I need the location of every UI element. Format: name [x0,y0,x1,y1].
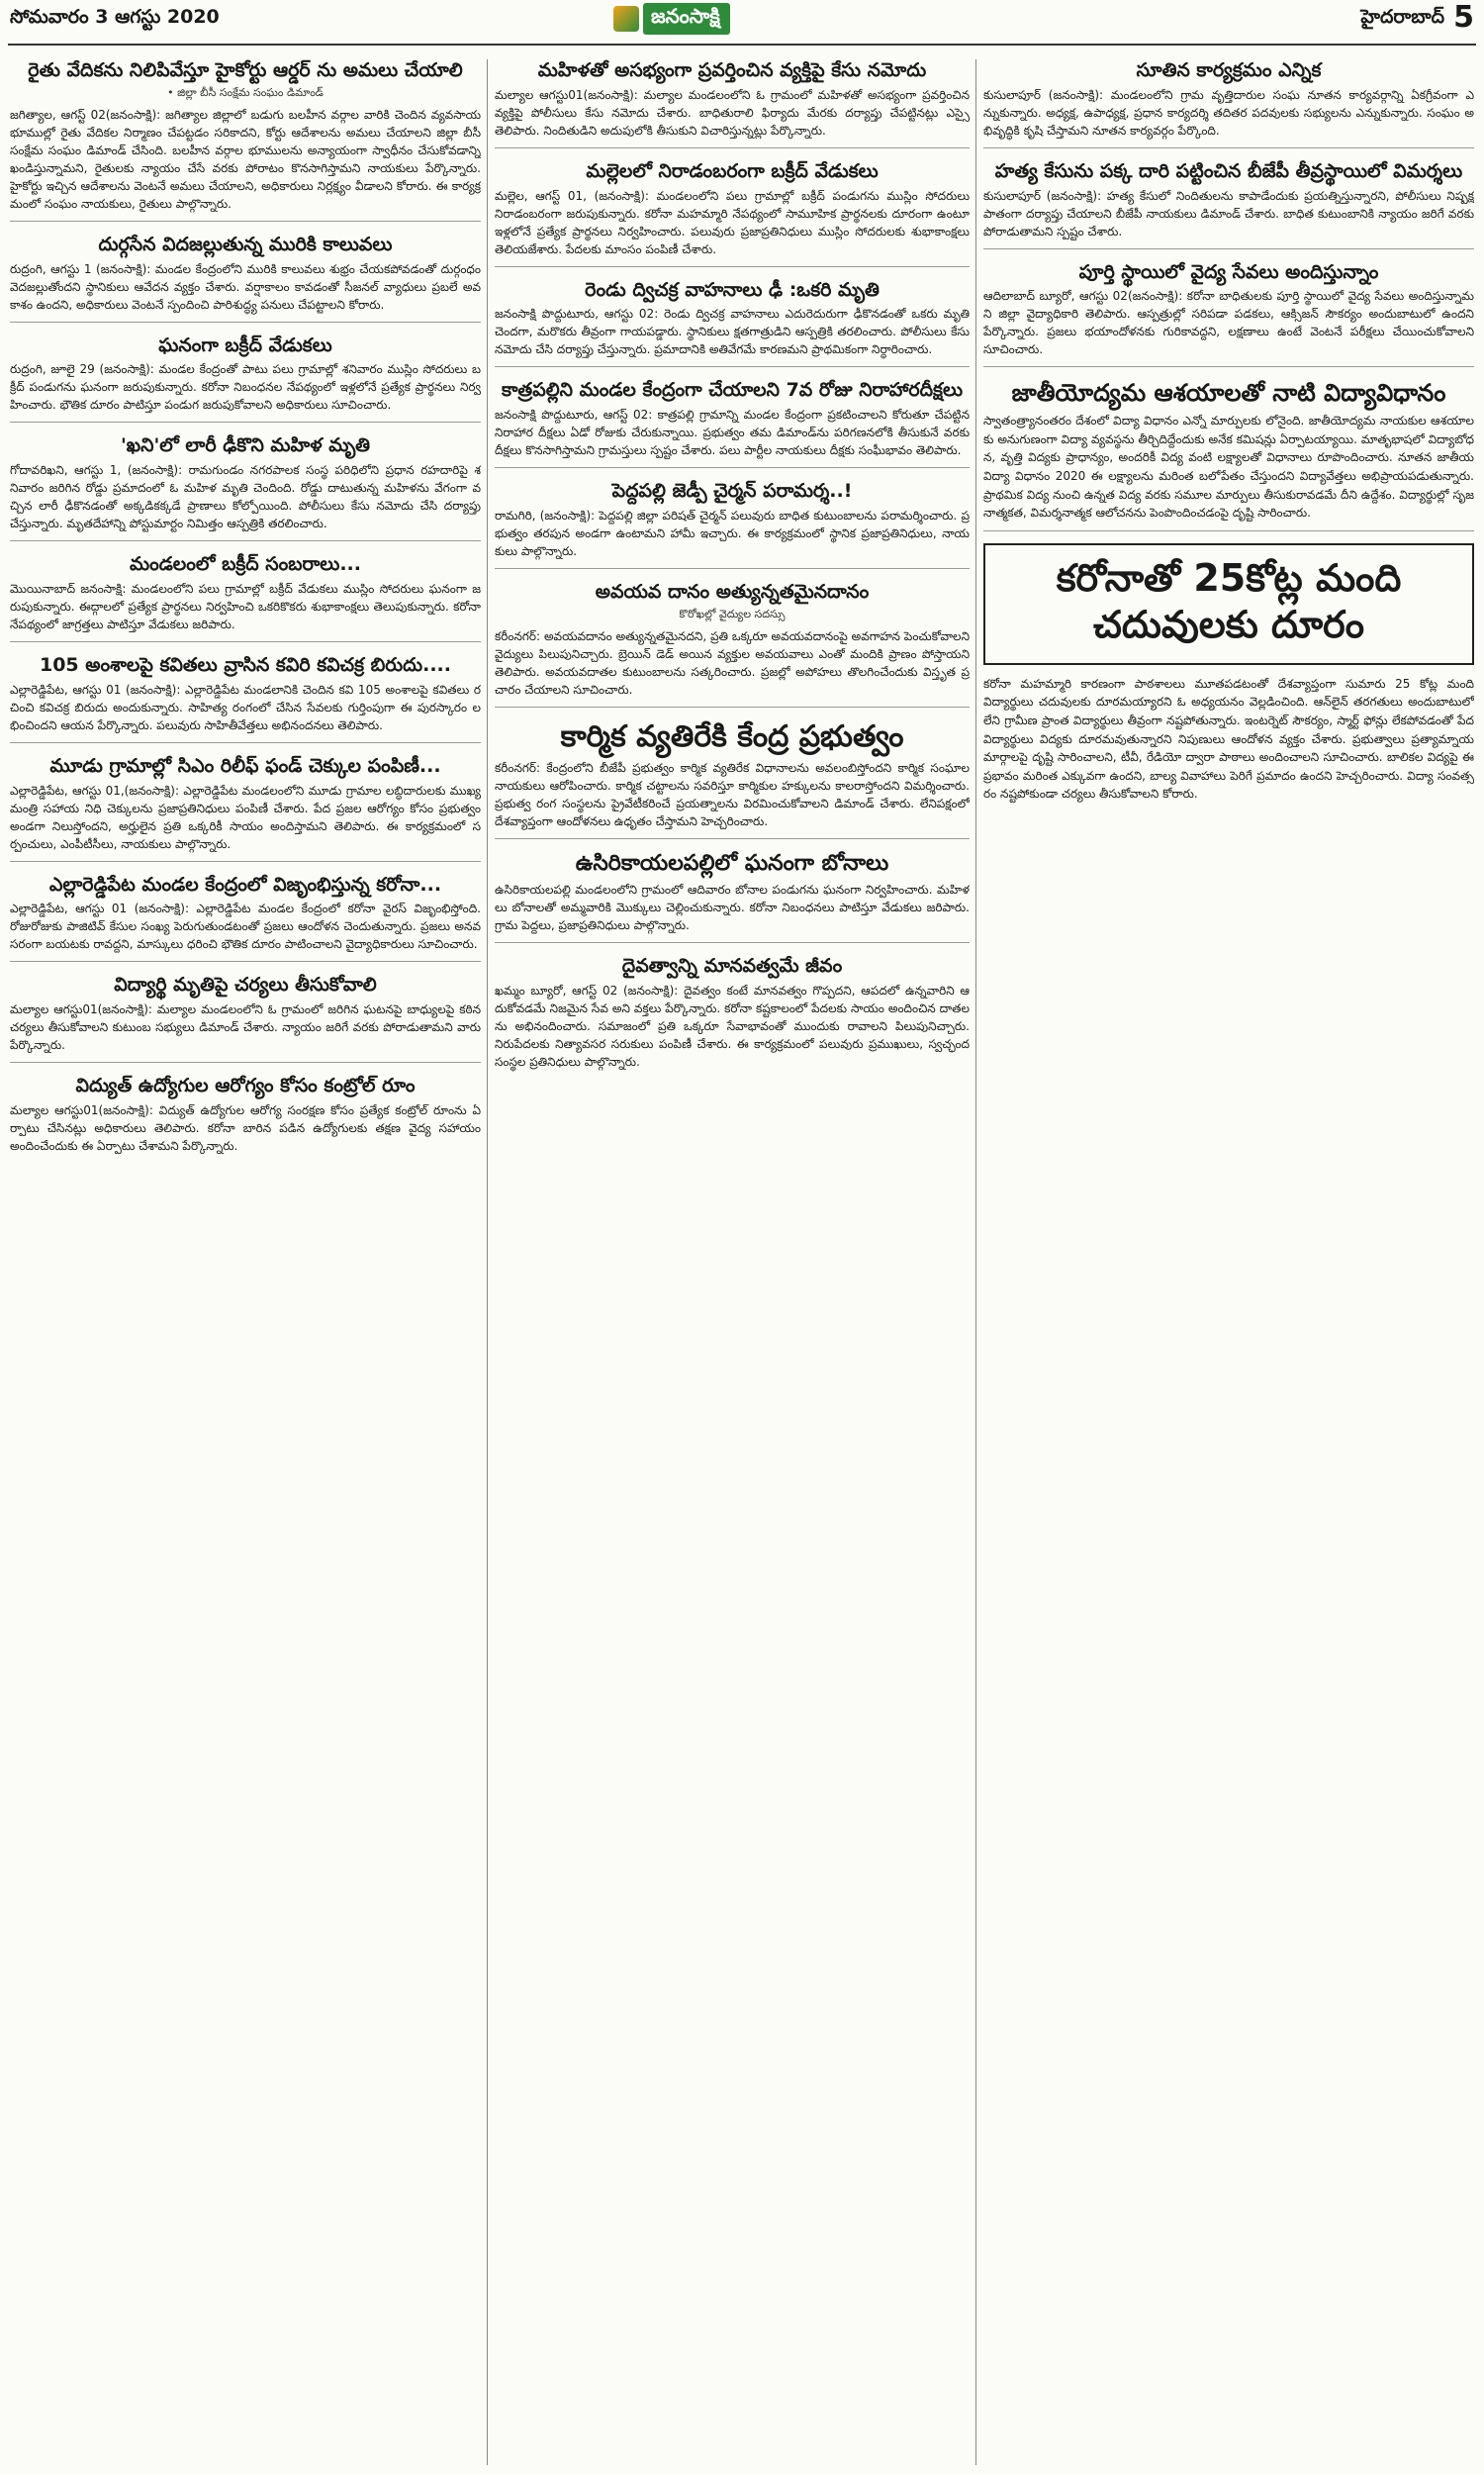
news-article [495,480,970,569]
article-body: మల్యాల ఆగస్టు01(జనంసాక్షి): మల్యాల మండలంలోని ఓ గ్రామంలో మహిళతో అసభ్యంగా ప్రవర్తించిన వ్యక్తిపై పోలీసులు కేసు నమోదు చేశారు. బాధితురాలి ఫిర్యాదు మేరకు దర్యాప్తు చేపట్టినట్లు ఎస్సై తెలిపారు. నిందితుడిని అదుపులోకి తీసుకుని విచారిస్తున్నట్లు పేర్కొన్నారు. [495,87,970,138]
news-article-feature [495,719,970,839]
article-headline: మండలంలో బక్రీద్ సంబరాలు... [130,553,361,576]
article-body: జనంసాక్షి పొద్దుటూరు, ఆగస్ట్ 02: కాత్రపల్లి గ్రామాన్ని మండల కేంద్రంగా ప్రకటించాలని కోరుతూ చేపట్టిన నిరాహార దీక్షలు ఏడో రోజుకు చేరుకున్నాయి. ప్రభుత్వం తమ డిమాండ్‌ను పరిగణనలోకి తీసుకునే వరకు దీక్షలు కొనసాగిస్తామని గ్రామస్తులు స్పష్టం చేశారు. పలు పార్టీల నాయకులు దీక్షకు సంఘీభావం తెలిపారు. [495,408,970,458]
article-body: జనంసాక్షి పొద్దుటూరు, ఆగస్టు 02: రెండు ద్విచక్ర వాహనాలు ఎదురెదురుగా ఢీకొనడంతో ఒకరు మృతి చెందగా, మరొకరు తీవ్రంగా గాయపడ్డారు. స్థానికులు క్షతగాత్రుడిని ఆస్పత్రికి తరలించారు. పోలీసులు కేసు నమోదు చేసి దర్యాప్తు చేస్తున్నారు. ప్రమాదానికి అతివేగమే కారణమని ప్రాథమికంగా నిర్ధారించారు. [495,307,970,357]
news-article-feature [983,543,1474,811]
article-headline: ఎల్లారెడ్డిపేట మండల కేంద్రంలో విజృంభిస్తున్న కరోనా... [48,873,442,896]
article-headline: రెండు ద్విచక్ర వాహనాలు ఢీ :ఒకరి మృతి [585,278,880,301]
article-headline: కాత్రపల్లిని మండల కేంద్రంగా చేయాలని 7వ రోజు నిరాహారదీక్షలు [501,379,964,402]
column-middle [495,59,970,2465]
article-body: ఎల్లారెడ్డిపేట, ఆగస్టు 01,(జనంసాక్షి): ఎల్లారెడ్డిపేట మండలంలోని మూడు గ్రామాల లబ్ధిదారులకు ముఖ్యమంత్రి సహాయ నిధి చెక్కులను ప్రజాప్రతినిధులు పంపిణీ చేశారు. పేద ప్రజల ఆరోగ్యం కోసం ప్రభుత్వం అండగా నిలుస్తోందని, అర్హులైన ప్రతి ఒక్కరికీ సాయం అందిస్తామని తెలిపారు. ఈ కార్యక్రమంలో సర్పంచులు, ఎంపీటీసీలు, నాయకులు పాల్గొన్నారు. [10,783,481,851]
news-article [10,654,481,743]
masthead-date: సోమవారం 3 ఆగస్టు 2020 [10,6,220,28]
news-article [10,59,481,222]
article-body: కరీంనగర్: కేంద్రంలోని బీజేపీ ప్రభుత్వం కార్మిక వ్యతిరేక విధానాలను అవలంబిస్తోందని కార్మిక సంఘాల నాయకులు ఆరోపించారు. కార్మిక చట్టాలను సవరిస్తూ కార్మికుల హక్కులను కాలరాస్తోందని విమర్శించారు. ప్రభుత్వ రంగ సంస్థలను ప్రైవేటీకరించే ప్రయత్నాలను విరమించుకోవాలని డిమాండ్ చేశారు. లేనిపక్షంలో దేశవ్యాప్తంగా ఆందోళనలు ఉధృతం చేస్తామని హెచ్చరించారు. [495,760,970,828]
masthead-city: హైదరాబాద్ [1360,6,1444,28]
news-article [10,553,481,642]
article-body: జగిత్యాల, ఆగస్ట్ 02(జనంసాక్షి): జగిత్యాల జిల్లాలో బడుగు బలహీన వర్గాల వారికి చెందిన వ్యవసాయ భూముల్లో రైతు వేదికల నిర్మాణం చేపట్టడం సరికాదని, కోర్టు ఆదేశాలను అమలు చేయాలని జిల్లా బీసీ సంక్షేమ సంఘం డిమాండ్ చేసింది. బలహీన వర్గాల భూములను అన్యాయంగా స్వాధీనం చేసుకోవడాన్ని ఖండిస్తున్నామని, రైతులకు న్యాయం చేసే వరకు పోరాటం కొనసాగిస్తామని నాయకులు పేర్కొన్నారు. హైకోర్టు ఇచ్చిన ఆదేశాలను వెంటనే అమలు చేయాలని, అధికారులు నిర్లక్ష్యం వీడాలని కోరారు. ఈ కార్యక్రమంలో సంఘం నాయకులు, రైతులు పాల్గొన్నారు. [10,107,481,211]
article-body: మొయినాబాద్ జనంసాక్షి: మండలంలోని పలు గ్రామాల్లో బక్రీద్ వేడుకలు ముస్లిం సోదరులు ఘనంగా జరుపుకున్నారు. ఈద్గాలలో ప్రత్యేక ప్రార్థనలు నిర్వహించి ఒకరికొకరు శుభాకాంక్షలు తెలుపుకున్నారు. కరోనా నేపథ్యంలో జాగ్రత్తలు పాటిస్తూ వేడుకలు జరిపారు. [10,581,481,631]
news-article [495,851,970,943]
news-article [983,261,1474,368]
article-headline: మల్లెలలో నిరాడంబరంగా బక్రీద్ వేడుకలు [586,159,879,182]
news-article [495,379,970,468]
article-headline: హత్య కేసును పక్క దారి పట్టించిన బీజేపీ తీవ్రస్థాయిలో విమర్శలు [994,159,1463,182]
article-headline: మహిళతో అసభ్యంగా ప్రవర్తించిన వ్యక్తిపై కేసు నమోదు [537,59,927,81]
article-body: ఆదిలాబాద్ బ్యూరో, ఆగస్టు 02(జనంసాక్షి): కరోనా బాధితులకు పూర్తి స్థాయిలో వైద్య సేవలు అందిస్తున్నామని జిల్లా వైద్యాధికారి తెలిపారు. ఆస్పత్రుల్లో సరిపడా పడకలు, ఆక్సిజన్ సౌకర్యం అందుబాటులో ఉందని పేర్కొన్నారు. ప్రజలు భయాందోళనకు గురికావద్దని, లక్షణాలు ఉంటే వెంటనే పరీక్షలు చేయించుకోవాలని సూచించారు. [983,289,1474,357]
article-body: కుసులాపూర్ (జనంసాక్షి): మండలంలోని గ్రామ వృత్తిదారుల సంఘ నూతన కార్యవర్గాన్ని ఏకగ్రీవంగా ఎన్నుకున్నారు. అధ్యక్ష, ఉపాధ్యక్ష, ప్రధాన కార్యదర్శి తదితర పదవులకు సభ్యులను ఎన్నుకున్నారు. సంఘం అభివృద్ధికి కృషి చేస్తామని నూతన కార్యవర్గం పేర్కొంది. [983,87,1474,138]
column-divider [975,59,976,2465]
brand-name: జనంసాక్షి [643,3,730,35]
article-headline: ఘనంగా బక్రీద్ వేడుకలు [158,333,332,356]
article-headline: సూతిన కార్యక్రమం ఎన్నిక [1136,59,1322,81]
article-body: మల్లెల, ఆగస్ట్ 01, (జనంసాక్షి): మండలంలోని పలు గ్రామాల్లో బక్రీద్ పండుగను ముస్లిం సోదరులు నిరాడంబరంగా జరుపుకున్నారు. కరోనా మహమ్మారి నేపథ్యంలో సామూహిక ప్రార్థనలకు దూరంగా ఉంటూ ఇళ్లలోనే ప్రత్యేక ప్రార్థనలు నిర్వహించారు. పలువురు ప్రజాప్రతినిధులు ముస్లిం సోదరులకు శుభాకాంక్షలు తెలియజేశారు. పేదలకు మాంసం పంపిణీ చేశారు. [495,188,970,256]
article-body: ఎల్లారెడ్డిపేట, ఆగస్టు 01 (జనంసాక్షి): ఎల్లారెడ్డిపేట మండల కేంద్రంలో కరోనా వైరస్ విజృంభిస్తోంది. రోజురోజుకు పాజిటివ్ కేసుల సంఖ్య పెరుగుతుండటంతో ప్రజలు ఆందోళన చెందుతున్నారు. ప్రజలు అనవసరంగా బయటకు రావద్దని, మాస్కులు ధరించి భౌతిక దూరం పాటించాలని వైద్యాధికారులు సూచించారు. [10,902,481,952]
article-headline: ఉసిరికాయలపల్లిలో ఘనంగా బోనాలు [575,850,889,876]
feature-headline: కరోనాతో 25కోట్ల మంది చదువులకు దూరం [1056,555,1402,647]
news-article [10,234,481,323]
article-body: స్వాతంత్ర్యానంతరం దేశంలో విద్యా విధానం ఎన్నో మార్పులకు లోనైంది. జాతీయోద్యమ నాయకుల ఆశయాలకు అనుగుణంగా విద్యా వ్యవస్థను తీర్చిదిద్దేందుకు అనేక కమిషన్లు ఏర్పాటయ్యాయి. మాతృభాషలో విద్యాబోధన, వృత్తి విద్యకు ప్రాధాన్యం, అందరికీ విద్య వంటి లక్ష్యాలతో విధానాలు రూపొందించారు. నూతన జాతీయ విద్యా విధానం 2020 ఈ లక్ష్యాలను మరింత బలోపేతం చేస్తుందని విద్యావేత్తలు అభిప్రాయపడుతున్నారు. ప్రాథమిక విద్య నుంచి ఉన్నత విద్య వరకు సమూల మార్పులు తీసుకురావడమే దీని ఉద్దేశం. విద్యార్థుల్లో సృజనాత్మకత, విమర్శనాత్మక ఆలోచనను పెంపొందించడంపై దృష్టి సారించారు. [983,414,1474,521]
brand-logo [613,4,730,34]
article-body: కరోనా మహమ్మారి కారణంగా పాఠశాలలు మూతపడటంతో దేశవ్యాప్తంగా సుమారు 25 కోట్ల మంది విద్యార్థులు చదువులకు దూరమయ్యారని ఓ అధ్యయనం వెల్లడించింది. ఆన్‌లైన్ తరగతులు అందుబాటులో లేని గ్రామీణ ప్రాంత విద్యార్థులు తీవ్రంగా నష్టపోతున్నారు. ఇంటర్నెట్ సౌకర్యం, స్మార్ట్ ఫోన్లు లేకపోవడంతో పేద విద్యార్థులు విద్యకు దూరమవుతున్నారని నిపుణులు ఆందోళన వ్యక్తం చేశారు. ప్రభుత్వాలు ప్రత్యామ్నాయ మార్గాలపై దృష్టి సారించాలని, టీవీ, రేడియో ద్వారా పాఠాలు అందించాలని సూచించారు. బాలికల విద్యపై ఈ ప్రభావం మరింత ఎక్కువగా ఉందని, బాల్య వివాహాలు పెరిగే ప్రమాదం ఉందని హెచ్చరించారు. విద్యా సంవత్సరం నష్టపోకుండా చర్యలు తీసుకోవాలని కోరారు. [983,676,1474,802]
page-number: 5 [1453,0,1474,35]
news-article [495,279,970,368]
article-body: రుద్రంగి, ఆగస్టు 1 (జనంసాక్షి): మండల కేంద్రంలోని మురికి కాలువలు శుభ్రం చేయకపోవడంతో దుర్గంధం వెదజల్లుతోందని స్థానికులు ఆవేదన వ్యక్తం చేశారు. వర్షాకాలం కావడంతో సీజనల్ వ్యాధులు ప్రబలే అవకాశం ఉందని, అధికారులు వెంటనే స్పందించి పారిశుద్ధ్య పనులు చేపట్టాలని కోరారు. [10,261,481,312]
article-headline: విద్యుత్ ఉద్యోగుల ఆరోగ్యం కోసం కంట్రోల్ రూం [75,1075,416,1097]
news-article [983,160,1474,249]
news-article [10,974,481,1063]
article-body: గోదావరిఖని, ఆగస్టు 1, (జనంసాక్షి): రామగుండం నగరపాలక సంస్థ పరిధిలోని ప్రధాన రహదారిపై శనివారం జరిగిన రోడ్డు ప్రమాదంలో ఓ మహిళ మృతి చెందింది. రోడ్డు దాటుతున్న మహిళను వేగంగా వచ్చిన లారీ ఢీకొనడంతో అక్కడికక్కడే ప్రాణాలు కోల్పోయింది. పోలీసులు కేసు నమోదు చేసి దర్యాప్తు చేస్తున్నారు. మృతదేహాన్ని పోస్టుమార్టం నిమిత్తం ఆస్పత్రికి తరలించారు. [10,463,481,531]
article-body: కుసులాపూర్ (జనంసాక్షి): హత్య కేసులో నిందితులను కాపాడేందుకు ప్రయత్నిస్తున్నారని, పోలీసులు నిష్పక్షపాతంగా దర్యాప్తు చేయాలని బీజేపీ నాయకులు డిమాండ్ చేశారు. బాధిత కుటుంబానికి న్యాయం జరిగే వరకు పోరాడుతామని స్పష్టం చేశారు. [983,188,1474,238]
article-headline: 105 అంశాలపై కవితలు వ్రాసిన కవిరి కవిచక్ర బిరుదు.... [39,653,451,676]
article-subheadline: కొరోఖల్లో వైద్యుల సదస్సు [679,607,786,620]
news-article [10,434,481,541]
news-article [983,379,1474,530]
article-body: రుద్రంగి, జూలై 29 (జనంసాక్షి): మండల కేంద్రంతో పాటు పలు గ్రామాల్లో శనివారం ముస్లిం సోదరులు బక్రీద్ పండుగను ఘనంగా జరుపుకున్నారు. కరోనా నిబంధనల నేపథ్యంలో ఇళ్లలోనే ప్రత్యేక ప్రార్థనలు నిర్వహించారు. భౌతిక దూరం పాటిస్తూ పండుగ జరుపుకోవాలని అధికారులు సూచించారు. [10,362,481,413]
article-subheadline: • జిల్లా బీసీ సంక్షేమ సంఘం డిమాండ్ [167,85,324,99]
article-headline: దైవత్వాన్ని మానవత్వమే జీవం [621,955,843,978]
feature-headline-box [983,543,1474,665]
news-article [10,1075,481,1163]
article-headline: మూడు గ్రామాల్లో సిఎం రిలీఫ్ ఫండ్ చెక్కుల పంపిణీ... [49,754,441,777]
news-article [495,955,970,1079]
news-article [983,59,1474,148]
news-article [495,59,970,148]
news-article [10,755,481,862]
news-article [495,581,970,708]
article-headline: జాతీయోద్యమ ఆశయాలతో నాటి విద్యావిధానం [1011,379,1446,408]
column-left [10,59,481,2465]
article-headline: అవయవ దానం అత్యున్నతమైనదానం [595,580,870,603]
article-body: ఎల్లారెడ్డిపేట, ఆగస్టు 01 (జనంసాక్షి): ఎల్లారెడ్డిపేట మండలానికి చెందిన కవి 105 అంశాలపై కవితలు రచించి కవిచక్ర బిరుదు అందుకున్నారు. సాహిత్య రంగంలో చేసిన సేవలకు గుర్తింపుగా ఈ పురస్కారం లభించిందని ఆయన పేర్కొన్నారు. పలువురు సాహితీవేత్తలు అభినందనలు తెలిపారు. [10,682,481,732]
logo-leaf-icon [613,6,639,32]
article-headline: విద్యార్థి మృతిపై చర్యలు తీసుకోవాలి [114,974,377,997]
article-body: మల్యాల ఆగస్టు01(జనంసాక్షి): విద్యుత్ ఉద్యోగుల ఆరోగ్య సంరక్షణ కోసం ప్రత్యేక కంట్రోల్ రూంను ఏర్పాటు చేసినట్లు అధికారులు తెలిపారు. కరోనా బారిన పడిన ఉద్యోగులకు తక్షణ వైద్య సహాయం అందించేందుకు ఈ ఏర్పాటు చేశామని పేర్కొన్నారు. [10,1102,481,1153]
article-body: రామగిరి, (జనంసాక్షి): పెద్దపల్లి జిల్లా పరిషత్ చైర్మన్ పలువురు బాధిత కుటుంబాలను పరామర్శించారు. ప్రభుత్వం తరపున అండగా ఉంటామని హామీ ఇచ్చారు. ఈ కార్యక్రమంలో స్థానిక ప్రజాప్రతినిధులు, నాయకులు పాల్గొన్నారు. [495,508,970,558]
article-headline: పెద్దపల్లి జెడ్పీ చైర్మన్ పరామర్శ..! [611,480,853,503]
news-article [495,160,970,267]
masthead-divider [8,44,1476,46]
column-right [983,59,1474,2465]
article-body: కరీంనగర్: అవయవదానం అత్యున్నతమైనదని, ప్రతి ఒక్కరూ అవయవదానంపై అవగాహన పెంచుకోవాలని వైద్యులు పిలుపునిచ్చారు. బ్రెయిన్ డెడ్ అయిన వ్యక్తుల అవయవాలు ఎంతో మందికి ప్రాణం పోస్తాయని తెలిపారు. అవయవదాతల కుటుంబాలను సత్కరించారు. ప్రజల్లో అపోహలు తొలగించేందుకు విస్తృత ప్రచారం చేయాలని సూచించారు. [495,628,970,697]
news-article [10,334,481,424]
article-body: మల్యాల ఆగస్టు01(జనంసాక్షి): మల్యాల మండలంలోని ఓ గ్రామంలో జరిగిన ఘటనపై బాధ్యులపై కఠిన చర్యలు తీసుకోవాలని కుటుంబ సభ్యులు డిమాండ్ చేశారు. న్యాయం జరిగే వరకు పోరాడుతామని వారు పేర్కొన్నారు. [10,1002,481,1053]
article-body: ఉసిరికాయలపల్లి మండలంలోని గ్రామంలో ఆదివారం బోనాల పండుగను ఘనంగా నిర్వహించారు. మహిళలు బోనాలతో అమ్మవారికి మొక్కులు చెల్లించుకున్నారు. కరోనా నిబంధనలు పాటిస్తూ వేడుకలు జరిపారు. గ్రామ పెద్దలు, ప్రజాప్రతినిధులు పాల్గొన్నారు. [495,883,970,933]
column-divider [487,59,488,2465]
article-headline: దుర్గసేన విదజల్లుతున్న మురికి కాలువలు [98,233,393,255]
article-headline: పూర్తి స్థాయిలో వైద్య సేవలు అందిస్తున్నాం [1078,260,1379,283]
feature-headline: కార్మిక వ్యతిరేకి కేంద్ర ప్రభుత్వం [560,718,904,754]
article-body: ఖమ్మం బ్యూరో, ఆగస్ట్ 02 (జనంసాక్షి): దైవత్వం కంటే మానవత్వం గొప్పదని, ఆపదలో ఉన్నవారిని ఆదుకోవడమే నిజమైన సేవ అని వక్తలు పేర్కొన్నారు. కరోనా కష్టకాలంలో పేదలకు సాయం అందించిన దాతలను అభినందించారు. సమాజంలో ప్రతి ఒక్కరూ సేవాభావంతో ముందుకు రావాలని పిలుపునిచ్చారు. నిరుపేదలకు నిత్యావసర సరుకులు పంపిణీ చేశారు. ఈ కార్యక్రమంలో పలువురు ప్రముఖులు, స్వచ్ఛంద సంస్థల ప్రతినిధులు పాల్గొన్నారు. [495,983,970,1069]
article-headline: 'ఖని'లో లారీ ఢీకొని మహిళ మృతి [120,434,371,457]
article-headline: రైతు వేదికను నిలిపివేస్తూ హైకోర్టు ఆర్డర్ ను అమలు చేయాలి [28,59,463,81]
news-article [10,874,481,963]
